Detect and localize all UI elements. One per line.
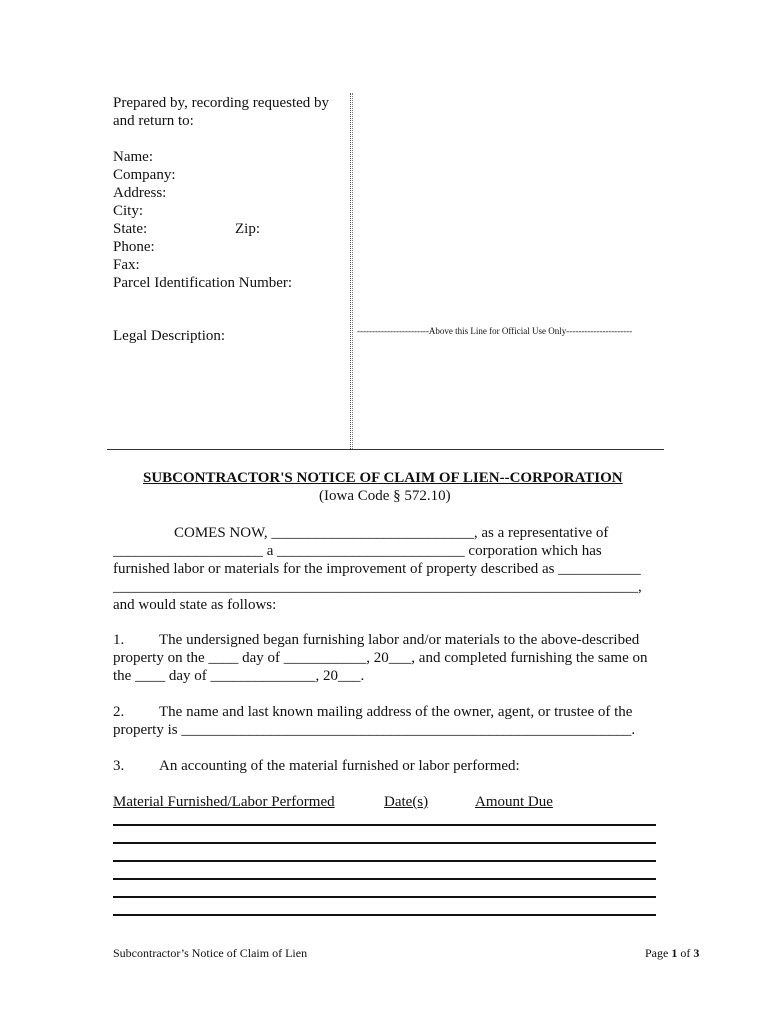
zip-label: Zip: (235, 221, 260, 237)
legal-description-label: Legal Description: (113, 328, 226, 344)
document-title: SUBCONTRACTOR'S NOTICE OF CLAIM OF LIEN--CORPORATION (143, 470, 623, 486)
item1-line3: the ____ day of ______________, 20___. (113, 668, 365, 684)
name-label: Name: (113, 149, 153, 165)
accounting-blank-line (113, 878, 656, 880)
footer-page-number (645, 946, 699, 960)
company-label: Company: (113, 167, 176, 183)
accounting-blank-line (113, 842, 656, 844)
accounting-blank-line (113, 860, 656, 862)
item2-line2: property is ____________________________________________________________. (113, 722, 636, 738)
accounting-blank-line (113, 914, 656, 916)
page-current: 1 (671, 946, 678, 960)
intro-line1: COMES NOW, ___________________________, as a representative of (174, 525, 609, 541)
address-label: Address: (113, 185, 167, 201)
header-divider-vertical (350, 93, 351, 449)
header-divider-horizontal (107, 449, 664, 450)
intro-line3: furnished labor or materials for the improvement of property described as ___________ (113, 561, 641, 577)
fax-label: Fax: (113, 257, 140, 273)
item1-line2: property on the ____ day of ___________, 20___, and completed furnishing the same on (113, 650, 648, 666)
prepared-by-line1: Prepared by, recording requested by (113, 95, 330, 111)
accounting-blank-line (113, 824, 656, 826)
header-divider-vertical-2 (352, 93, 353, 449)
accounting-blank-line (113, 896, 656, 898)
item2-line1: The name and last known mailing address of the owner, agent, or trustee of the (159, 704, 633, 720)
official-use-line: ------------------------Above this Line for Official Use Only---------------------- (357, 326, 633, 336)
item3-line1: An accounting of the material furnished or labor performed: (159, 758, 520, 774)
intro-line4: ______________________________________________________________________, (113, 579, 642, 595)
accounting-col-dates: Date(s) (384, 794, 429, 810)
code-reference: (Iowa Code § 572.10) (319, 488, 451, 504)
city-label: City: (113, 203, 144, 219)
intro-line2: ____________________ a _________________________ corporation which has (113, 543, 602, 559)
accounting-col-amount: Amount Due (475, 794, 553, 810)
accounting-col-material: Material Furnished/Labor Performed (113, 794, 335, 810)
state-label: State: (113, 221, 148, 237)
page-total: 3 (693, 946, 700, 960)
page-prefix: Page (645, 946, 672, 960)
phone-label: Phone: (113, 239, 155, 255)
parcel-label: Parcel Identification Number: (113, 275, 293, 291)
intro-line5: and would state as follows: (113, 597, 277, 613)
prepared-by-line2: and return to: (113, 113, 194, 129)
item2-number: 2. (113, 704, 125, 720)
page-of: of (677, 946, 694, 960)
footer-document-name: Subcontractor’s Notice of Claim of Lien (113, 946, 308, 960)
item1-number: 1. (113, 632, 125, 648)
item3-number: 3. (113, 758, 125, 774)
item1-line1: The undersigned began furnishing labor and/or materials to the above-described (159, 632, 640, 648)
